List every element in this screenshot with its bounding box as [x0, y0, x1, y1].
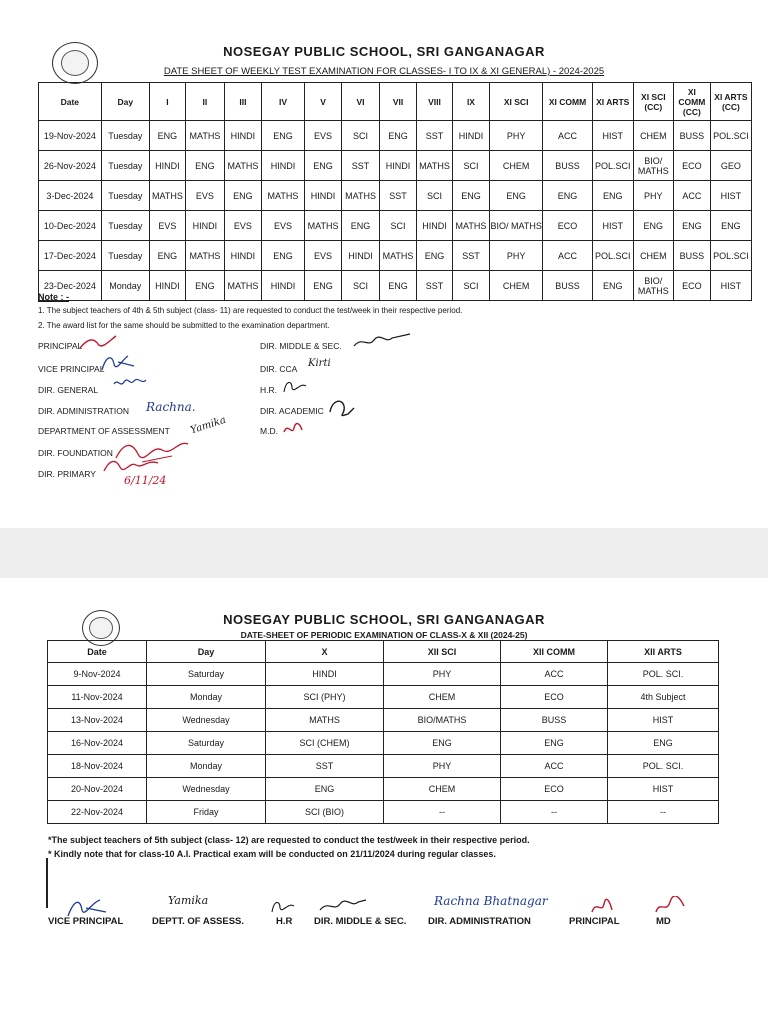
signatory-dir-middle-sec: DIR. MIDDLE & SEC.: [260, 341, 342, 351]
table-cell: HIST: [592, 211, 633, 241]
table-cell: BUSS: [673, 121, 710, 151]
table-cell: MATHS: [224, 271, 261, 301]
table-row: [48, 663, 719, 686]
table-header-row: [48, 641, 719, 663]
column-header: XI ARTS: [592, 83, 633, 121]
table-cell: ENG: [608, 732, 719, 755]
table-cell: EVS: [224, 211, 261, 241]
table-cell: HINDI: [261, 151, 304, 181]
table-cell: BIO/ MATHS: [489, 211, 542, 241]
table-cell: HIST: [608, 709, 719, 732]
signatory-deptt-assess: DEPTT. OF ASSESS.: [152, 916, 245, 927]
table-cell: ACC: [673, 181, 710, 211]
signature-dir-cca: Kirti: [308, 358, 331, 369]
table-cell: ENG: [261, 121, 304, 151]
signature-hr-icon: [268, 896, 298, 921]
signature-principal-icon: [588, 898, 614, 923]
table-cell: ACC: [501, 663, 608, 686]
table-row: [39, 121, 752, 151]
table-cell: POL.SCI: [710, 121, 751, 151]
column-header: Date: [48, 641, 147, 663]
table-cell: HIST: [710, 181, 751, 211]
table-cell: CHEM: [489, 151, 542, 181]
signature-md-icon: [652, 896, 686, 923]
table-cell: HINDI: [266, 663, 384, 686]
table-cell: ENG: [149, 241, 185, 271]
table-cell: 18-Nov-2024: [48, 755, 147, 778]
margin-line: [46, 858, 48, 908]
table-cell: HIST: [592, 121, 633, 151]
table-row: [48, 778, 719, 801]
table-cell: ENG: [452, 181, 489, 211]
table-cell: HINDI: [185, 211, 224, 241]
column-header: IX: [452, 83, 489, 121]
table-cell: ECO: [673, 151, 710, 181]
table-cell: HINDI: [305, 181, 342, 211]
table-cell: Monday: [147, 755, 266, 778]
table-cell: ENG: [543, 181, 592, 211]
table-cell: Saturday: [147, 663, 266, 686]
table-cell: SCI: [342, 271, 380, 301]
table-cell: MATHS: [185, 241, 224, 271]
table-row: [39, 151, 752, 181]
table-cell: BUSS: [543, 271, 592, 301]
column-header: XI SCI (CC): [633, 83, 673, 121]
notes-block: [38, 292, 462, 330]
table-header-row: [39, 83, 752, 121]
table-cell: MATHS: [452, 211, 489, 241]
table-cell: Tuesday: [101, 121, 149, 151]
table-cell: ENG: [417, 241, 453, 271]
table-cell: SST: [266, 755, 384, 778]
periodic-exam-date-sheet: [0, 578, 768, 1024]
table-cell: HIST: [608, 778, 719, 801]
table-cell: CHEM: [489, 271, 542, 301]
column-header: II: [185, 83, 224, 121]
table-cell: Saturday: [147, 732, 266, 755]
table-cell: SST: [417, 271, 453, 301]
table-cell: ENG: [592, 271, 633, 301]
column-header: VII: [380, 83, 417, 121]
signature-md-icon: [280, 420, 304, 443]
table-cell: MATHS: [266, 709, 384, 732]
note-line-2: * Kindly note that for class-10 A.I. Practical exam will be conducted on 21/11/2024 during regular classes.: [48, 849, 496, 859]
table-cell: 11-Nov-2024: [48, 686, 147, 709]
signatory-dept-assessment: DEPARTMENT OF ASSESSMENT: [38, 426, 170, 436]
table-cell: Monday: [147, 686, 266, 709]
table-cell: MATHS: [417, 151, 453, 181]
signature-dir-general-icon: [112, 376, 148, 395]
note-heading: Note : -: [38, 292, 69, 302]
signature-dir-primary-date: 6/11/24: [124, 474, 167, 487]
column-header: VIII: [417, 83, 453, 121]
column-header: XII ARTS: [608, 641, 719, 663]
table-cell: CHEM: [384, 778, 501, 801]
table-cell: CHEM: [633, 241, 673, 271]
signatory-dir-general: DIR. GENERAL: [38, 385, 98, 395]
table-cell: 20-Nov-2024: [48, 778, 147, 801]
table-cell: ECO: [501, 778, 608, 801]
signatory-dir-middle-sec: DIR. MIDDLE & SEC.: [314, 916, 407, 927]
table-cell: --: [608, 801, 719, 824]
table-cell: ACC: [543, 121, 592, 151]
table-cell: ENG: [592, 181, 633, 211]
column-header: XII SCI: [384, 641, 501, 663]
table-cell: BIO/ MATHS: [633, 271, 673, 301]
signature-hr-icon: [280, 376, 310, 401]
table-cell: HINDI: [224, 121, 261, 151]
table-cell: Tuesday: [101, 181, 149, 211]
table-cell: Tuesday: [101, 211, 149, 241]
table-cell: HINDI: [224, 241, 261, 271]
table-cell: EVS: [305, 121, 342, 151]
page-gap: [0, 528, 768, 578]
signatory-md: MD: [656, 916, 671, 927]
signature-dir-academic-icon: [326, 396, 356, 425]
column-header: X: [266, 641, 384, 663]
table-cell: 26-Nov-2024: [39, 151, 102, 181]
table-cell: ENG: [489, 181, 542, 211]
table-cell: 23-Dec-2024: [39, 271, 102, 301]
table-cell: EVS: [185, 181, 224, 211]
table-cell: Tuesday: [101, 241, 149, 271]
signature-dept-assessment: Yamika: [189, 414, 228, 437]
table-cell: POL.SCI: [592, 151, 633, 181]
weekly-test-table: [38, 82, 752, 301]
table-cell: ECO: [543, 211, 592, 241]
table-cell: GEO: [710, 151, 751, 181]
table-cell: SST: [342, 151, 380, 181]
table-cell: POL.SCI: [592, 241, 633, 271]
column-header: VI: [342, 83, 380, 121]
table-cell: 22-Nov-2024: [48, 801, 147, 824]
column-header: Day: [147, 641, 266, 663]
table-cell: SCI: [452, 271, 489, 301]
table-cell: ENG: [633, 211, 673, 241]
signatory-hr: H.R.: [260, 385, 277, 395]
table-cell: ENG: [673, 211, 710, 241]
column-header: I: [149, 83, 185, 121]
table-cell: HINDI: [417, 211, 453, 241]
column-header: III: [224, 83, 261, 121]
signatory-dir-academic: DIR. ACADEMIC: [260, 406, 324, 416]
table-cell: ECO: [501, 686, 608, 709]
table-cell: PHY: [384, 663, 501, 686]
table-cell: ACC: [501, 755, 608, 778]
signature-vice-principal-icon: [64, 894, 108, 927]
table-cell: BUSS: [501, 709, 608, 732]
table-cell: EVS: [261, 211, 304, 241]
table-cell: HINDI: [149, 271, 185, 301]
note-line-2: 2. The award list for the same should be submitted to the examination department.: [38, 321, 330, 330]
table-cell: CHEM: [633, 121, 673, 151]
table-cell: BUSS: [543, 151, 592, 181]
table-cell: ENG: [149, 121, 185, 151]
table-cell: HIST: [710, 271, 751, 301]
school-name-heading: NOSEGAY PUBLIC SCHOOL, SRI GANGANAGAR: [223, 44, 545, 59]
column-header: XI COMM (CC): [673, 83, 710, 121]
signatory-dir-primary: DIR. PRIMARY: [38, 469, 96, 479]
signatory-dir-administration: DIR. ADMINISTRATION: [38, 406, 129, 416]
table-cell: HINDI: [149, 151, 185, 181]
table-cell: SCI: [342, 121, 380, 151]
table-cell: Tuesday: [101, 151, 149, 181]
signature-dir-administration: Rachna Bhatnagar: [434, 894, 548, 908]
column-header: XII COMM: [501, 641, 608, 663]
table-cell: MATHS: [185, 121, 224, 151]
table-cell: 13-Nov-2024: [48, 709, 147, 732]
signatory-dir-cca: DIR. CCA: [260, 364, 298, 374]
table-cell: SST: [380, 181, 417, 211]
signature-dir-middle-sec-icon: [318, 896, 368, 921]
column-header: XI ARTS (CC): [710, 83, 751, 121]
table-row: [39, 211, 752, 241]
table-cell: 16-Nov-2024: [48, 732, 147, 755]
table-cell: MATHS: [224, 151, 261, 181]
table-cell: 17-Dec-2024: [39, 241, 102, 271]
table-cell: SCI: [380, 211, 417, 241]
table-cell: SCI: [452, 151, 489, 181]
table-cell: SST: [417, 121, 453, 151]
table-cell: 4th Subject: [608, 686, 719, 709]
periodic-exam-subtitle: DATE-SHEET OF PERIODIC EXAMINATION OF CLASS-X & XII (2024-25): [240, 630, 528, 640]
table-cell: MATHS: [342, 181, 380, 211]
weekly-test-subtitle: DATE SHEET OF WEEKLY TEST EXAMINATION FOR CLASSES- I TO IX & XI GENERAL) - 2024-2025: [163, 66, 605, 77]
table-cell: MATHS: [149, 181, 185, 211]
table-cell: SCI (BIO): [266, 801, 384, 824]
periodic-exam-table: [47, 640, 719, 824]
signature-dir-administration: Rachna.: [146, 400, 196, 414]
table-cell: PHY: [489, 241, 542, 271]
table-cell: MATHS: [380, 241, 417, 271]
signatory-principal: PRINCIPAL: [569, 916, 620, 927]
column-header: Date: [39, 83, 102, 121]
table-cell: Monday: [101, 271, 149, 301]
table-cell: MATHS: [305, 211, 342, 241]
table-cell: POL. SCI.: [608, 663, 719, 686]
table-cell: ENG: [224, 181, 261, 211]
table-cell: ENG: [266, 778, 384, 801]
signatory-vice-principal: VICE PRINCIPAL: [48, 916, 124, 927]
table-cell: 10-Dec-2024: [39, 211, 102, 241]
table-cell: ENG: [380, 121, 417, 151]
table-cell: PHY: [384, 755, 501, 778]
signatory-md: M.D.: [260, 426, 278, 436]
column-header: XI COMM: [543, 83, 592, 121]
table-cell: ENG: [185, 151, 224, 181]
table-cell: EVS: [305, 241, 342, 271]
table-cell: --: [384, 801, 501, 824]
table-cell: ENG: [380, 271, 417, 301]
table-cell: CHEM: [384, 686, 501, 709]
table-row: [48, 801, 719, 824]
note-line-1: 1. The subject teachers of 4th & 5th subject (class- 11) are requested to conduct the test/week in their respective period.: [38, 306, 463, 315]
signatory-vice-principal: VICE PRINCIPAL: [38, 364, 105, 374]
table-cell: HINDI: [261, 271, 304, 301]
table-cell: Wednesday: [147, 709, 266, 732]
table-row: [39, 181, 752, 211]
table-cell: SCI: [417, 181, 453, 211]
school-name-heading: NOSEGAY PUBLIC SCHOOL, SRI GANGANAGAR: [223, 612, 545, 627]
table-cell: HINDI: [342, 241, 380, 271]
table-cell: POL.SCI: [710, 241, 751, 271]
table-row: [48, 686, 719, 709]
table-cell: Wednesday: [147, 778, 266, 801]
signatory-dir-foundation: DIR. FOUNDATION: [38, 448, 113, 458]
table-cell: 9-Nov-2024: [48, 663, 147, 686]
table-cell: MATHS: [261, 181, 304, 211]
table-cell: ENG: [185, 271, 224, 301]
signature-deptt-assess: Yamika: [168, 894, 209, 907]
column-header: V: [305, 83, 342, 121]
table-cell: BUSS: [673, 241, 710, 271]
table-cell: PHY: [489, 121, 542, 151]
table-row: [48, 732, 719, 755]
table-cell: ENG: [305, 271, 342, 301]
table-cell: ENG: [501, 732, 608, 755]
table-cell: BIO/ MATHS: [633, 151, 673, 181]
table-cell: ACC: [543, 241, 592, 271]
table-row: [48, 709, 719, 732]
table-cell: BIO/MATHS: [384, 709, 501, 732]
table-cell: --: [501, 801, 608, 824]
column-header: IV: [261, 83, 304, 121]
table-cell: HINDI: [452, 121, 489, 151]
table-cell: SST: [452, 241, 489, 271]
table-row: [48, 755, 719, 778]
table-cell: 19-Nov-2024: [39, 121, 102, 151]
column-header: XI SCI: [489, 83, 542, 121]
table-cell: SCI (CHEM): [266, 732, 384, 755]
table-cell: EVS: [149, 211, 185, 241]
table-cell: Friday: [147, 801, 266, 824]
table-cell: SCI (PHY): [266, 686, 384, 709]
signatory-hr: H.R: [276, 916, 293, 927]
table-cell: ENG: [384, 732, 501, 755]
signatory-dir-administration: DIR. ADMINISTRATION: [428, 916, 531, 927]
signatory-principal: PRINCIPAL: [38, 341, 83, 351]
table-row: [39, 241, 752, 271]
note-line-1: *The subject teachers of 5th subject (class- 12) are requested to conduct the test/week in their respective period.: [48, 835, 530, 845]
table-cell: ECO: [673, 271, 710, 301]
table-cell: ENG: [261, 241, 304, 271]
table-cell: POL. SCI.: [608, 755, 719, 778]
signature-dir-middle-sec-icon: [352, 332, 412, 357]
table-cell: HINDI: [380, 151, 417, 181]
table-cell: ENG: [710, 211, 751, 241]
column-header: Day: [101, 83, 149, 121]
table-cell: 3-Dec-2024: [39, 181, 102, 211]
table-cell: ENG: [305, 151, 342, 181]
table-cell: PHY: [633, 181, 673, 211]
table-cell: ENG: [342, 211, 380, 241]
